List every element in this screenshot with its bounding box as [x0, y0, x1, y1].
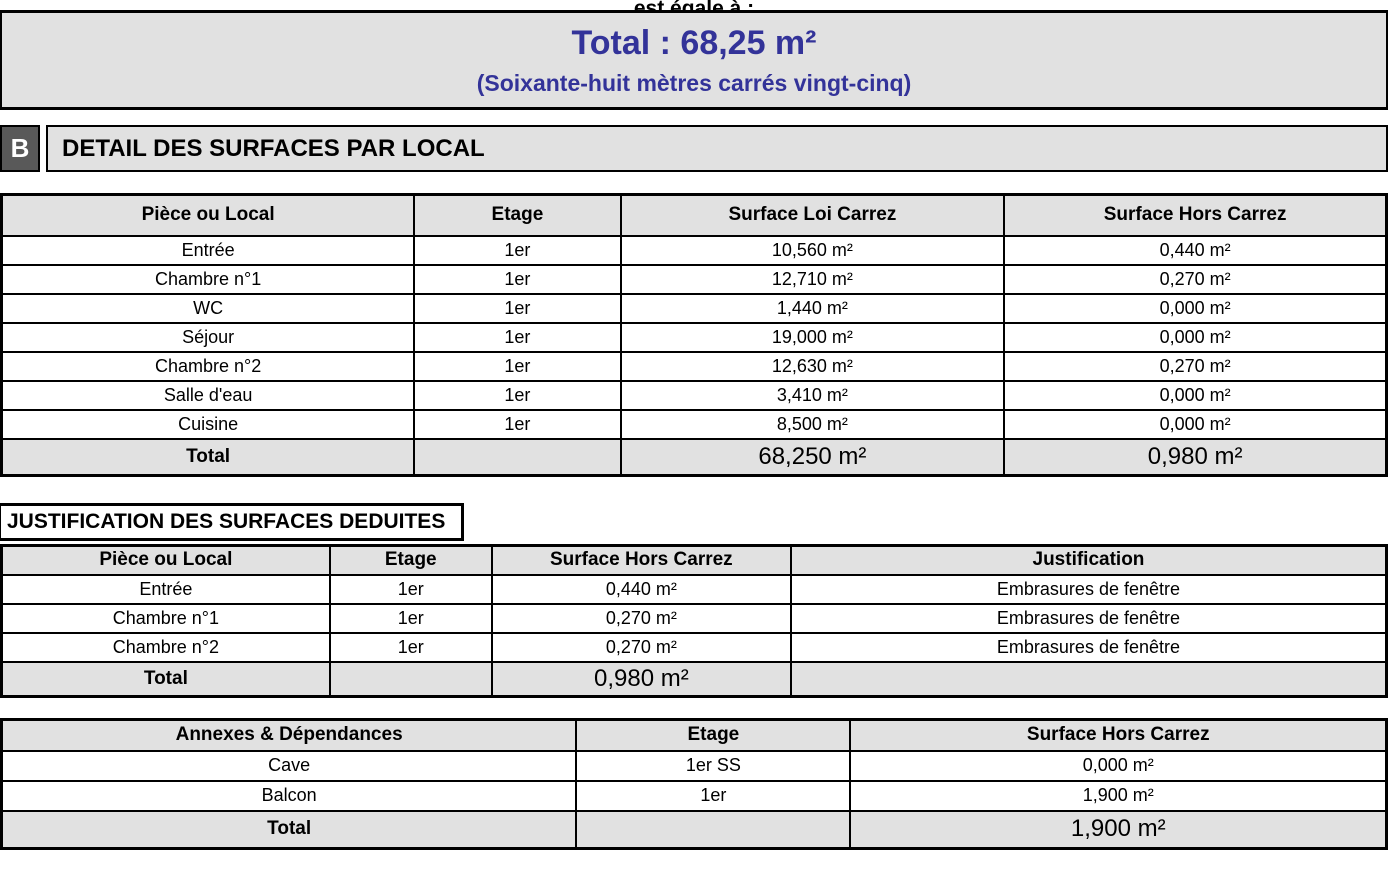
table-row — [2, 751, 1387, 781]
cell-etage: 1er SS — [576, 751, 850, 781]
cell-loi-carrez: 10,560 m² — [621, 236, 1005, 265]
carrez-certificate-page — [0, 10, 1388, 872]
table-row — [2, 633, 1387, 662]
table-row — [2, 294, 1387, 323]
cell-hors-carrez: 0,270 m² — [492, 633, 791, 662]
section-b-header — [0, 125, 1388, 172]
table-row — [2, 381, 1387, 410]
column-header-hors-carrez: Surface Hors Carrez — [1004, 195, 1386, 236]
section-title: DETAIL DES SURFACES PAR LOCAL — [46, 125, 1388, 172]
justification-table — [0, 544, 1388, 698]
table-row — [2, 323, 1387, 352]
cell-hors-carrez: 0,000 m² — [1004, 323, 1386, 352]
cell-piece: Chambre n°1 — [2, 604, 330, 633]
cell-hors-carrez: 0,270 m² — [492, 604, 791, 633]
column-header-hors-carrez: Surface Hors Carrez — [850, 720, 1386, 751]
cell-hors-carrez: 0,000 m² — [1004, 381, 1386, 410]
cell-piece: Chambre n°2 — [2, 633, 330, 662]
table-total-row — [2, 811, 1387, 849]
cell-hors-carrez: 0,000 m² — [1004, 410, 1386, 439]
total-hors-carrez-value: 0,980 m² — [1004, 439, 1386, 476]
cell-loi-carrez: 12,630 m² — [621, 352, 1005, 381]
column-header-piece: Pièce ou Local — [2, 195, 415, 236]
detail-surfaces-table — [0, 193, 1388, 477]
total-loi-carrez-value: 68,250 m² — [621, 439, 1005, 476]
table-header-row — [2, 195, 1387, 236]
cell-loi-carrez: 19,000 m² — [621, 323, 1005, 352]
cell-etage: 1er — [414, 410, 620, 439]
column-header-etage: Etage — [576, 720, 850, 751]
total-hors-carrez-value: 0,980 m² — [492, 662, 791, 697]
cell-piece: Entrée — [2, 575, 330, 604]
column-header-loi-carrez: Surface Loi Carrez — [621, 195, 1005, 236]
cell-etage: 1er — [414, 265, 620, 294]
table-row — [2, 781, 1387, 811]
table-row — [2, 265, 1387, 294]
cell-hors-carrez: 0,270 m² — [1004, 265, 1386, 294]
cell-piece: Salle d'eau — [2, 381, 415, 410]
cell-annexe: Balcon — [2, 781, 577, 811]
cell-etage: 1er — [576, 781, 850, 811]
column-header-etage: Etage — [414, 195, 620, 236]
table-row — [2, 604, 1387, 633]
table-row — [2, 575, 1387, 604]
table-header-row — [2, 720, 1387, 751]
cell-piece: Chambre n°1 — [2, 265, 415, 294]
table-total-row — [2, 439, 1387, 476]
section-letter-badge: B — [0, 125, 40, 172]
total-row-label: Total — [2, 439, 415, 476]
total-row-etage — [576, 811, 850, 849]
total-row-label: Total — [2, 662, 330, 697]
total-row-etage — [330, 662, 492, 697]
cell-piece: WC — [2, 294, 415, 323]
column-header-etage: Etage — [330, 546, 492, 575]
total-surface-in-words: (Soixante-huit mètres carrés vingt-cinq) — [476, 69, 912, 96]
total-row-label: Total — [2, 811, 577, 849]
column-header-hors-carrez: Surface Hors Carrez — [492, 546, 791, 575]
cell-loi-carrez: 3,410 m² — [621, 381, 1005, 410]
column-header-annexes: Annexes & Dépendances — [2, 720, 577, 751]
cell-piece: Entrée — [2, 236, 415, 265]
cell-hors-carrez: 0,440 m² — [492, 575, 791, 604]
cell-hors-carrez: 0,000 m² — [1004, 294, 1386, 323]
cell-etage: 1er — [330, 633, 492, 662]
cell-etage: 1er — [414, 381, 620, 410]
cell-piece: Chambre n°2 — [2, 352, 415, 381]
cell-justification: Embrasures de fenêtre — [791, 633, 1387, 662]
cell-piece: Séjour — [2, 323, 415, 352]
total-row-justification — [791, 662, 1387, 697]
cell-piece: Cuisine — [2, 410, 415, 439]
justification-section-title: JUSTIFICATION DES SURFACES DEDUITES — [0, 503, 464, 541]
cell-hors-carrez: 0,000 m² — [850, 751, 1386, 781]
cell-hors-carrez: 1,900 m² — [850, 781, 1386, 811]
cell-hors-carrez: 0,440 m² — [1004, 236, 1386, 265]
column-header-piece: Pièce ou Local — [2, 546, 330, 575]
table-row — [2, 352, 1387, 381]
cell-etage: 1er — [414, 294, 620, 323]
cell-loi-carrez: 12,710 m² — [621, 265, 1005, 294]
total-hors-carrez-value: 1,900 m² — [850, 811, 1386, 849]
total-row-etage — [414, 439, 620, 476]
total-surface-value: Total : 68,25 m² — [571, 23, 817, 62]
cell-annexe: Cave — [2, 751, 577, 781]
cell-hors-carrez: 0,270 m² — [1004, 352, 1386, 381]
cell-etage: 1er — [414, 323, 620, 352]
column-header-justification: Justification — [791, 546, 1387, 575]
cell-justification: Embrasures de fenêtre — [791, 575, 1387, 604]
total-surface-banner — [0, 10, 1388, 110]
cell-justification: Embrasures de fenêtre — [791, 604, 1387, 633]
cell-etage: 1er — [414, 236, 620, 265]
table-row — [2, 410, 1387, 439]
table-row — [2, 236, 1387, 265]
table-total-row — [2, 662, 1387, 697]
cell-loi-carrez: 1,440 m² — [621, 294, 1005, 323]
cell-etage: 1er — [330, 604, 492, 633]
cell-etage: 1er — [330, 575, 492, 604]
cell-loi-carrez: 8,500 m² — [621, 410, 1005, 439]
annexes-table — [0, 718, 1388, 850]
cell-etage: 1er — [414, 352, 620, 381]
table-header-row — [2, 546, 1387, 575]
